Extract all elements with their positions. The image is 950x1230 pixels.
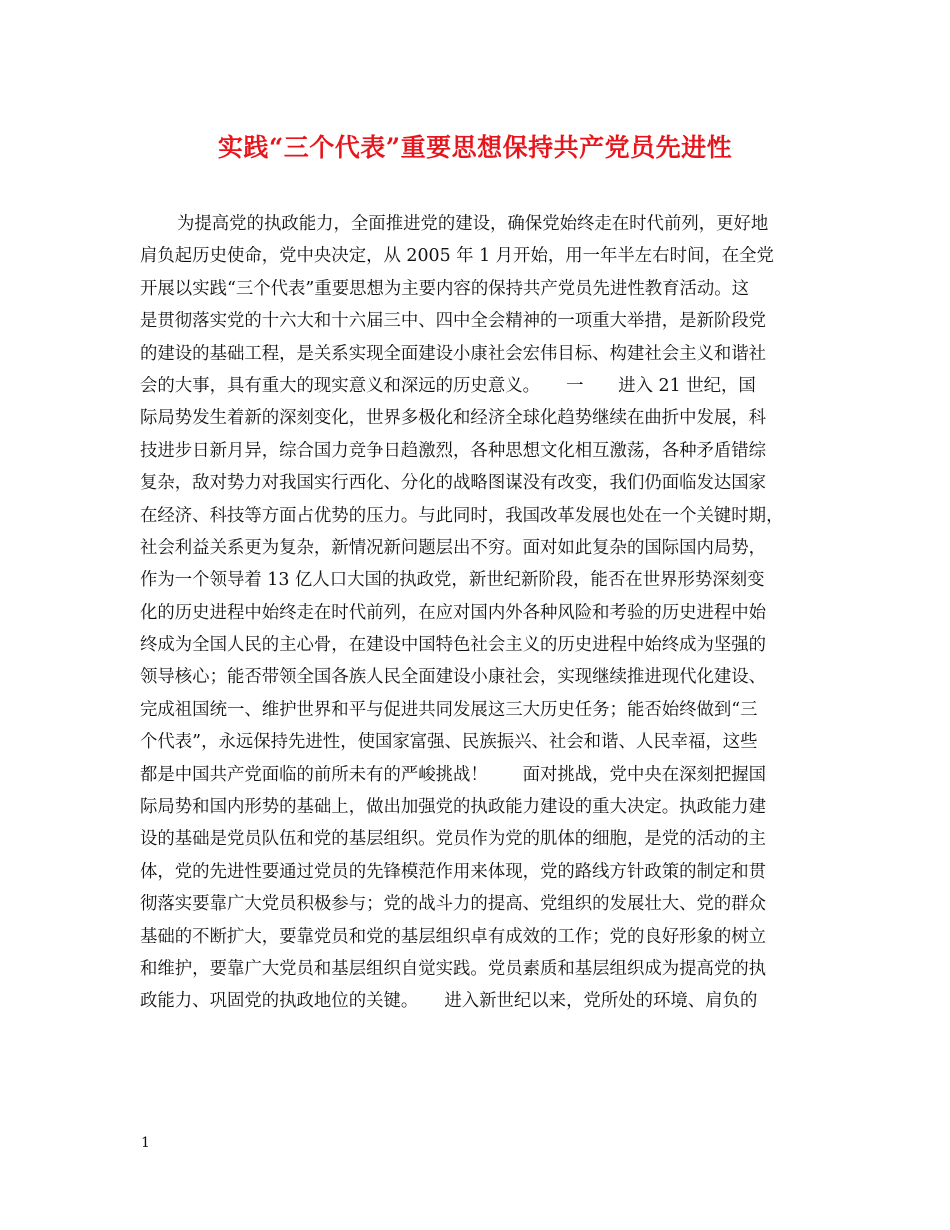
body-line: 在经济、科技等方面占优势的压力。与此同时，我国改革发展也处在一个关键时期， [140,505,784,526]
body-line: 是贯彻落实党的十六大和十六届三中、四中全会精神的一项重大举措，是新阶段党 [140,311,767,332]
body-line: 会的大事，具有重大的现实意义和深远的历史意义。 一 进入 21 世纪，国 [140,375,756,396]
body-line: 完成祖国统一、维护世界和平与促进共同发展这三大历史任务；能否始终做到“三 [140,699,758,720]
body-line: 际局势发生着新的深刻变化，世界多极化和经济全球化趋势继续在曲折中发展，科 [140,408,767,429]
body-line: 个代表”，永远保持先进性，使国家富强、民族振兴、社会和谐、人民幸福，这些 [140,732,758,753]
body-line: 政能力、巩固党的执政地位的关键。 进入新世纪以来，党所处的环境、肩负的 [140,991,758,1012]
body-line: 和维护，要靠广大党员和基层组织自觉实践。党员素质和基层组织成为提高党的执 [140,958,767,979]
body-line: 肩负起历史使命，党中央决定，从 2005 年 1 月开始，用一年半左右时间，在全党 [140,246,774,267]
page-number: 1 [141,1135,150,1151]
body-line: 开展以实践“三个代表”重要思想为主要内容的保持共产党员先进性教育活动。这 [140,278,750,299]
body-line: 设的基础是党员队伍和党的基层组织。党员作为党的肌体的细胞，是党的活动的主 [140,829,767,850]
body-line: 社会利益关系更为复杂，新情况新问题层出不穷。面对如此复杂的国际国内局势， [140,537,767,558]
body-line: 彻落实要靠广大党员积极参与；党的战斗力的提高、党组织的发展壮大、党的群众 [140,894,767,915]
body-line: 复杂，敌对势力对我国实行西化、分化的战略图谋没有改变，我们仍面临发达国家 [140,473,767,494]
document-title: 实践“三个代表”重要思想保持共产党员先进性 [217,133,733,162]
body-line: 都是中国共产党面临的前所未有的严峻挑战！ 面对挑战，党中央在深刻把握国 [140,764,767,785]
body-line: 终成为全国人民的主心骨，在建设中国特色社会主义的历史进程中始终成为坚强的 [140,635,767,656]
body-line: 际局势和国内形势的基础上，做出加强党的执政能力建设的重大决定。执政能力建 [140,797,767,818]
body-line: 作为一个领导着 13 亿人口大国的执政党，新世纪新阶段，能否在世界形势深刻变 [140,570,765,591]
body-line: 体，党的先进性要通过党员的先锋模范作用来体现，党的路线方针政策的制定和贯 [140,861,767,882]
document-body [140,208,830,1018]
body-line: 为提高党的执政能力，全面推进党的建设，确保党始终走在时代前列，更好地 [177,214,769,234]
body-line: 的建设的基础工程，是关系实现全面建设小康社会宏伟目标、构建社会主义和谐社 [140,343,767,364]
body-line: 技进步日新月异，综合国力竞争日趋激烈，各种思想文化相互激荡，各种矛盾错综 [140,440,767,461]
body-line: 领导核心；能否带领全国各族人民全面建设小康社会，实现继续推进现代化建设、 [140,667,767,688]
body-line: 化的历史进程中始终走在时代前列，在应对国内外各种风险和考验的历史进程中始 [140,602,767,623]
body-line: 基础的不断扩大，要靠党员和党的基层组织卓有成效的工作；党的良好形象的树立 [140,926,767,947]
